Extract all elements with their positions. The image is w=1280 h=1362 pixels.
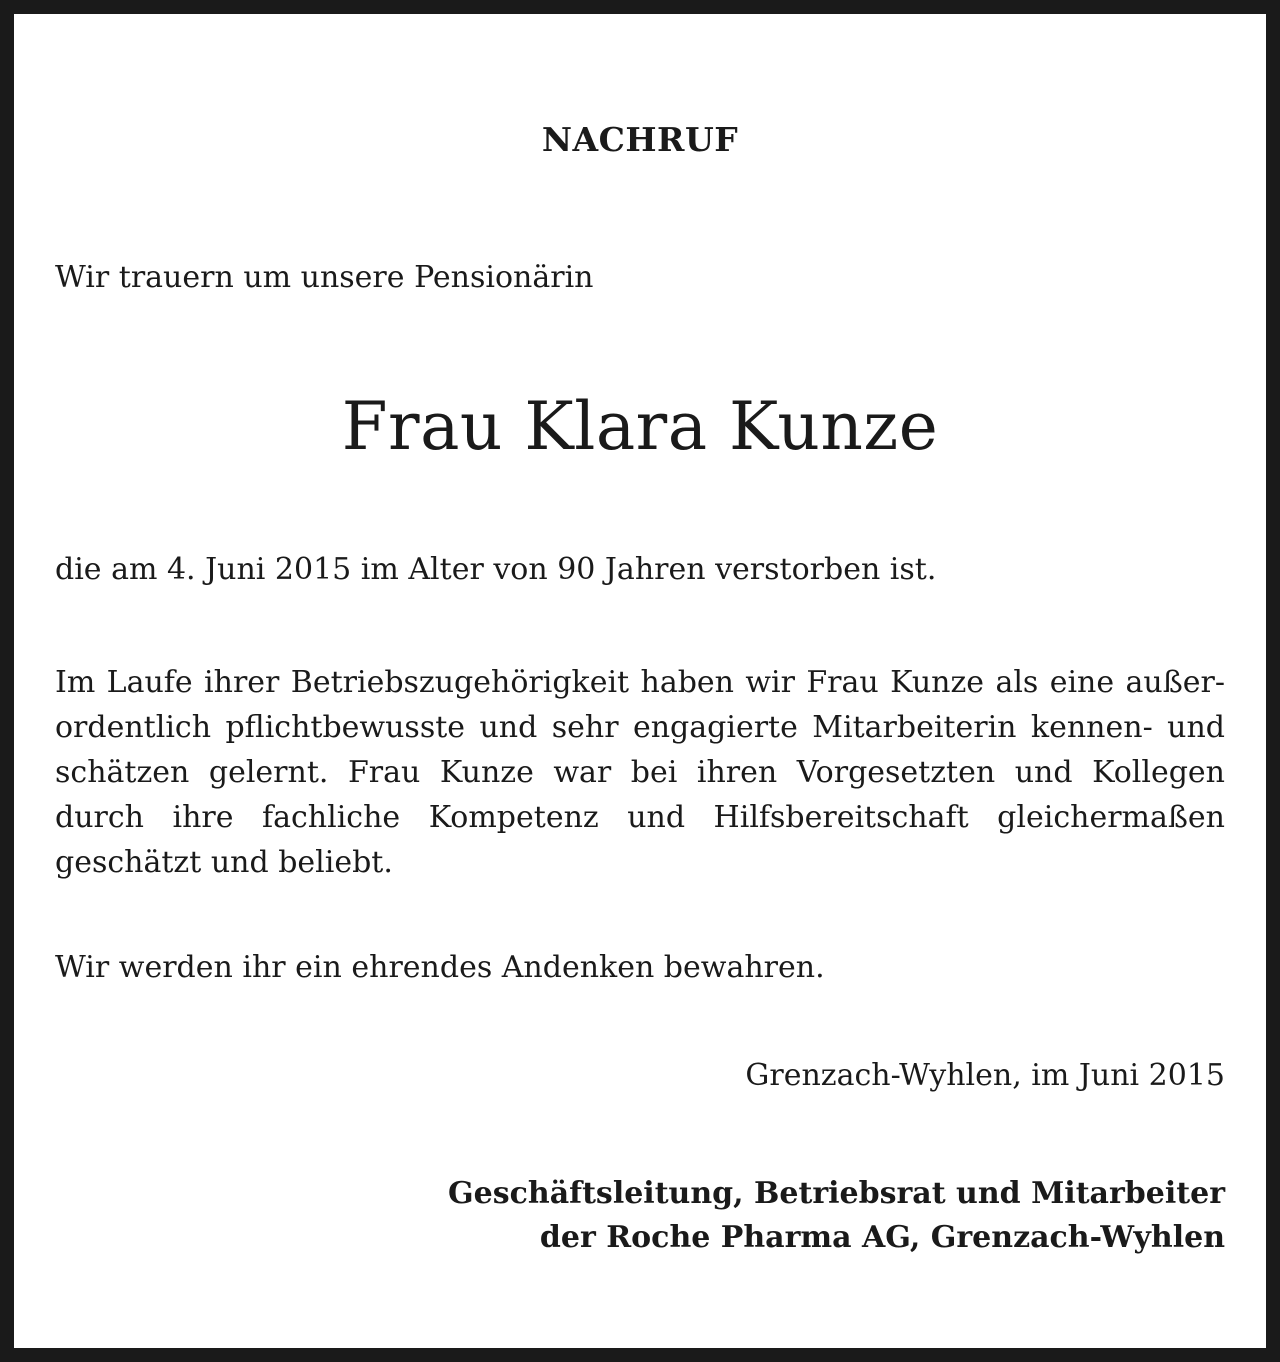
- deceased-name: Frau Klara Kunze: [341, 388, 939, 465]
- death-line: die am 4. Juni 2015 im Alter von 90 Jahren verstorben ist.: [55, 552, 937, 587]
- tribute-paragraph: Im Laufe ihrer Betriebszugehörigkeit haben wir Frau Kunze als eine außerordentlich pflichtbewusste und sehr engagierte Mitarbeiterin kennen- und schätzen gelernt. Frau Kunze war bei ihren Vorgesetzten und Kollegen durch ihre fachliche Kompetenz und Hilfsbereitschaft gleichermaßen geschätzt und beliebt.: [55, 665, 1225, 880]
- place-date: Grenzach-Wyhlen, im Juni 2015: [745, 1058, 1225, 1093]
- signature-line-2: der Roche Pharma AG, Grenzach-Wyhlen: [539, 1220, 1225, 1255]
- signature-line-1: Geschäftsleitung, Betriebsrat und Mitarbeiter: [448, 1176, 1225, 1211]
- intro-line: Wir trauern um unsere Pensionärin: [55, 260, 594, 295]
- signature-block: [448, 1172, 1225, 1260]
- notice-heading: NACHRUF: [541, 120, 739, 159]
- closing-line: Wir werden ihr ein ehrendes Andenken bewahren.: [55, 950, 825, 985]
